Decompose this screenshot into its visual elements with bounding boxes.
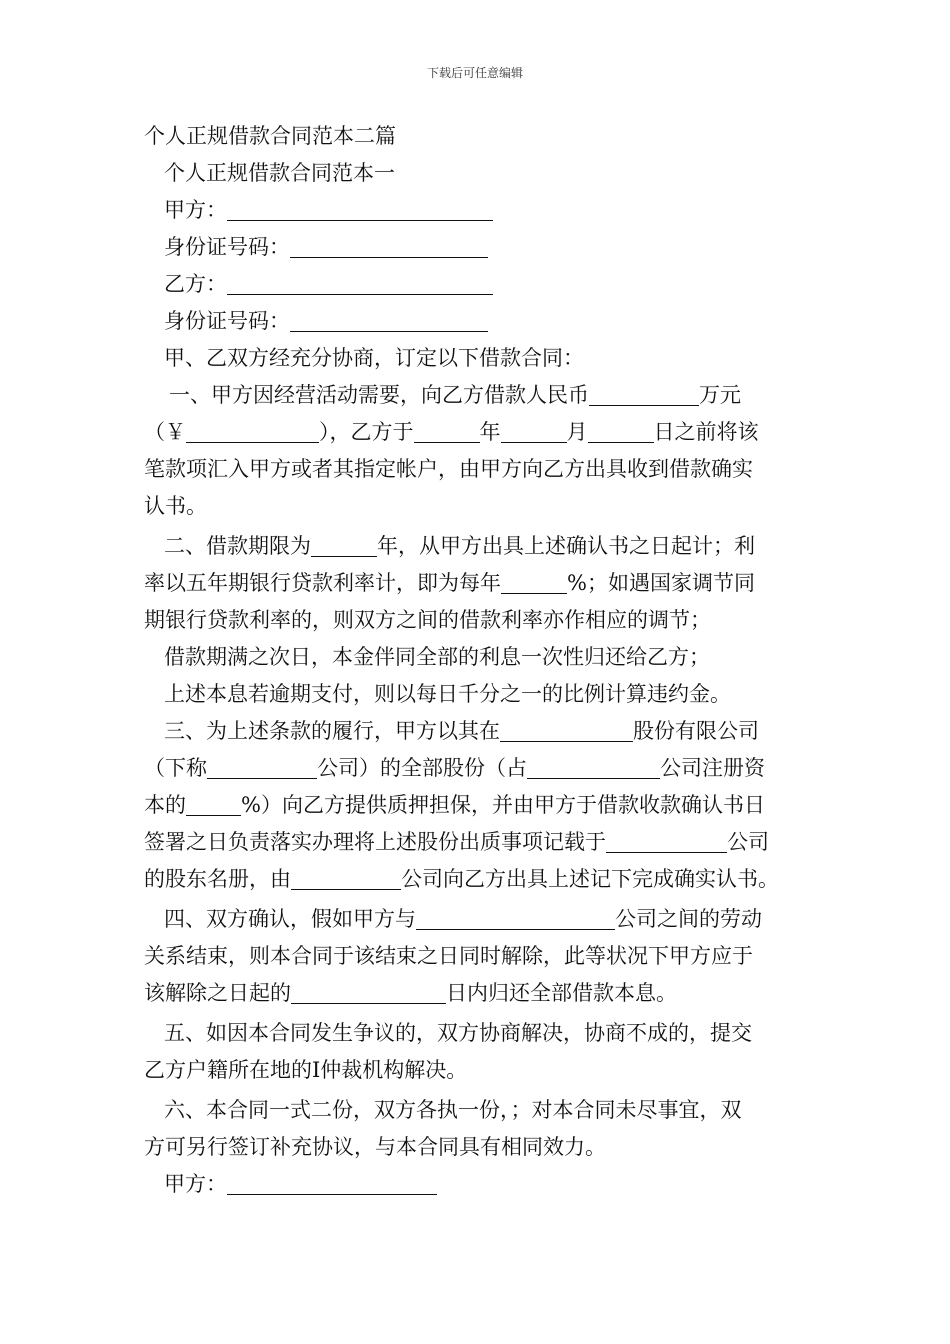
- clause-2-text: 年，从甲方出具上述确认书之日起计；利: [377, 534, 755, 558]
- clause-3-text: （下称: [144, 756, 207, 780]
- clause-3-line-5: [144, 861, 808, 898]
- clause-1-text: （￥: [144, 420, 186, 444]
- clause-2-line-1: [144, 528, 808, 565]
- clause-3-text: 三、为上述条款的履行，甲方以其在: [164, 719, 500, 743]
- clause-2-text: 二、借款期限为: [164, 534, 311, 558]
- clause-4-text: 四、双方确认，假如甲方与: [164, 907, 416, 931]
- page-header: 下载后可任意编辑: [426, 66, 523, 80]
- month-label: 月: [566, 420, 588, 444]
- company-name-blank[interactable]: [500, 717, 633, 742]
- clause-1-text: ），乙方于: [319, 420, 414, 444]
- id-a-field: [144, 229, 808, 266]
- section-title: 个人正规借款合同范本一: [164, 161, 395, 185]
- clause-2-text: 率以五年期银行贷款利率计，即为每年: [144, 571, 501, 595]
- clause-3-line-2: [144, 750, 808, 787]
- clause-1-line-4: 认书。: [144, 494, 207, 518]
- share-company-blank[interactable]: [527, 754, 660, 779]
- clause-1-line-2: [144, 414, 808, 451]
- amount-figure-blank[interactable]: [186, 418, 319, 443]
- clause-3-text: %）向乙方提供质押担保，并由甲方于借款收款确认书日: [241, 793, 765, 817]
- clause-3-line-1: [144, 713, 808, 750]
- id-b-field: [144, 303, 808, 340]
- clause-1-unit: 万元: [699, 383, 741, 407]
- clause-2-line-3: 期银行贷款利率的，则双方之间的借款利率亦作相应的调节；: [144, 608, 711, 632]
- term-years-blank[interactable]: [311, 532, 377, 557]
- clause-3-text: 本的: [144, 793, 186, 817]
- repay-days-blank[interactable]: [291, 979, 446, 1004]
- employer-company-blank[interactable]: [416, 905, 615, 930]
- id-a-label: 身份证号码：: [164, 235, 290, 259]
- year-label: 年: [479, 420, 501, 444]
- issuing-company-blank[interactable]: [291, 865, 401, 890]
- clause-1-text: 一、甲方因经营活动需要，向乙方借款人民币: [169, 383, 589, 407]
- party-a-field: [144, 192, 808, 229]
- clause-4-line-1: [144, 901, 808, 938]
- year-blank[interactable]: [414, 418, 480, 443]
- document-title: 个人正规借款合同范本二篇: [144, 124, 396, 148]
- amount-blank[interactable]: [589, 381, 699, 406]
- clause-5-line-2: 乙方户籍所在地的I仲裁机构解决。: [144, 1058, 468, 1082]
- signature-a-field: [144, 1166, 808, 1203]
- clause-5-line-1: 五、如因本合同发生争议的，双方协商解决，协商不成的，提交: [164, 1021, 752, 1045]
- clause-4-text: 该解除之日起的: [144, 981, 291, 1005]
- clause-4-text: 公司之间的劳动: [615, 907, 762, 931]
- id-a-blank[interactable]: [290, 233, 488, 258]
- clause-3-text: 股份有限公司: [633, 719, 759, 743]
- clause-2-line-4: 借款期满之次日，本金伴同全部的利息一次性归还给乙方；: [164, 645, 710, 669]
- party-a-label: 甲方：: [164, 198, 227, 222]
- signature-a-label: 甲方：: [164, 1172, 227, 1196]
- registry-company-blank[interactable]: [606, 828, 727, 853]
- party-b-blank[interactable]: [227, 270, 493, 295]
- clause-3-text: 的股东名册，由: [144, 867, 291, 891]
- id-b-blank[interactable]: [290, 307, 488, 332]
- clause-4-line-3: [144, 975, 808, 1012]
- signature-a-blank[interactable]: [227, 1170, 437, 1195]
- party-b-label: 乙方：: [164, 272, 227, 296]
- party-b-field: [144, 266, 808, 303]
- clause-3-text: 公司: [727, 830, 769, 854]
- clause-1-text: 日之前将该: [653, 420, 759, 444]
- interest-rate-blank[interactable]: [501, 569, 567, 594]
- clause-6-line-2: 方可另行签订补充协议，与本合同具有相同效力。: [144, 1135, 606, 1159]
- clause-4-text: 日内归还全部借款本息。: [446, 981, 677, 1005]
- clause-4-line-2: 关系结束，则本合同于该结束之日同时解除，此等状况下甲方应于: [144, 944, 753, 968]
- clause-2-line-2: [144, 565, 808, 602]
- clause-2-line-5: 上述本息若逾期支付，则以每日千分之一的比例计算违约金。: [164, 682, 731, 706]
- clause-3-text: 公司注册资: [660, 756, 765, 780]
- share-percent-blank[interactable]: [186, 791, 241, 816]
- clause-1-line-3: 笔款项汇入甲方或者其指定帐户，由甲方向乙方出具收到借款确实: [144, 457, 753, 481]
- clause-3-text: 公司）的全部股份（占: [317, 756, 527, 780]
- clause-3-line-3: [144, 787, 808, 824]
- day-blank[interactable]: [588, 418, 654, 443]
- clause-3-line-4: [144, 824, 808, 861]
- party-a-blank[interactable]: [227, 196, 493, 221]
- clause-1-line-1: [144, 377, 808, 414]
- clause-3-text: 签署之日负责落实办理将上述股份出质事项记载于: [144, 830, 606, 854]
- intro-text: 甲、乙双方经充分协商，订定以下借款合同：: [164, 346, 584, 370]
- month-blank[interactable]: [501, 418, 567, 443]
- clause-3-text: 公司向乙方出具上述记下完成确实认书。: [401, 867, 779, 891]
- clause-2-text: %；如遇国家调节同: [567, 571, 755, 595]
- contract-body: [144, 118, 808, 1203]
- id-b-label: 身份证号码：: [164, 309, 290, 333]
- company-short-name-blank[interactable]: [207, 754, 317, 779]
- clause-6-line-1: 六、本合同一式二份，双方各执一份，；对本合同未尽事宜，双: [164, 1098, 742, 1122]
